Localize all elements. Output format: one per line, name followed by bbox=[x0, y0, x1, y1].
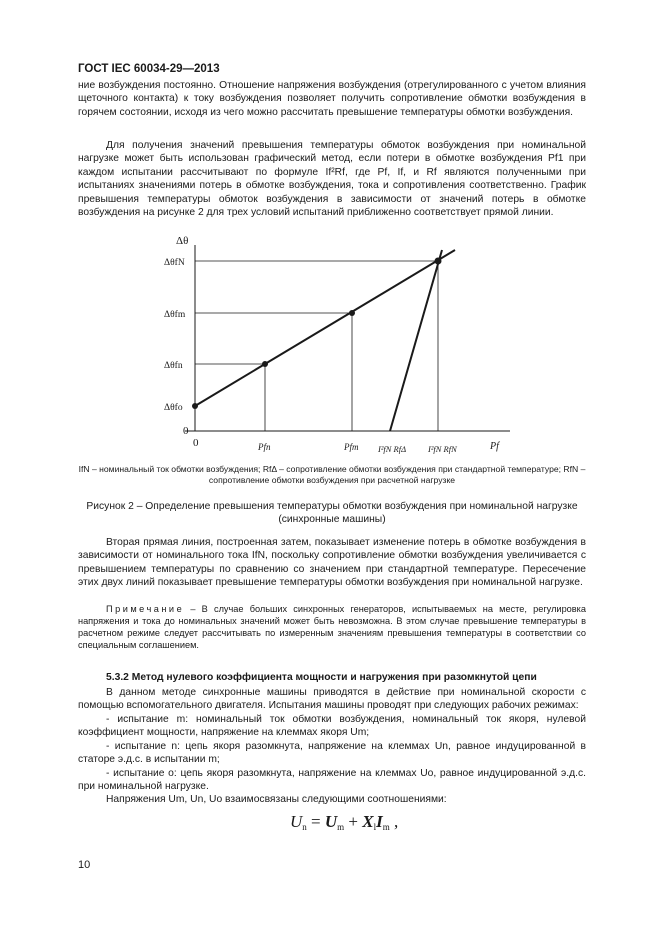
eq-lhs: U bbox=[290, 812, 303, 831]
loss-line bbox=[390, 250, 442, 431]
paragraph-3: Вторая прямая линия, построенная затем, показывает изменение потерь в обмотке возбуждения в зависимости от номинального тока IfN, поскольку сопротивление обмотки возбуждения увеличивается с превышением температуры по сравнению со значением при стандартной температуре. Пересечение этих двух линий показывает превышение температуры обмотки возбуждения при номинальной нагрузке. bbox=[78, 537, 586, 589]
paragraph-4: В данном методе синхронные машины приводятся в действие при номинальной скорости с помощью вспомогательного двигателя. Испытания машины проводят при следующих рабочих режимах: bbox=[78, 687, 586, 712]
origin-label: 0 bbox=[193, 437, 199, 449]
y-tick-fm: Δθfm bbox=[164, 310, 186, 320]
figure-2-chart bbox=[0, 228, 661, 463]
figure-legend: IfN – номинальный ток обмотки возбуждения; RfΔ – сопротивление обмотки возбуждения при стандартной температуре; RfN – сопротивление обмотки возбуждения при расчетной нагрузке bbox=[78, 464, 586, 485]
eq-end: , bbox=[389, 812, 399, 831]
page-number: 10 bbox=[78, 859, 91, 871]
y-axis-label: Δθ bbox=[176, 235, 189, 247]
eq-equals: = bbox=[306, 812, 325, 831]
x-tick-delta: I²fN RfΔ bbox=[378, 444, 407, 454]
point-fN bbox=[435, 258, 442, 265]
chart-guides bbox=[195, 261, 438, 431]
note-text: – В случае больших синхронных генераторов, испытываемых на месте, регулировка напряжения и тока до номинальных значений может быть невозможна. В этом случае превышение температуры в расчетном режиме следует рассчитывать по измеренным значениям превышения температуры в соответствии со специальным соглашением. bbox=[78, 604, 586, 650]
x-tick-fn: Pfn bbox=[258, 442, 271, 452]
y-tick-fo: Δθfo bbox=[164, 403, 183, 413]
eq-term1: U bbox=[324, 812, 338, 831]
y-zero-label: 0 bbox=[183, 425, 189, 437]
list-item-m: - испытание m: номинальный ток обмотки возбуждения, номинальный ток якоря, нулевой коэффициент мощности, напряжение на клеммах якоря Um; bbox=[78, 714, 586, 739]
point-fo bbox=[192, 403, 198, 409]
paragraph-5: Напряжения Um, Un, Uo взаимосвязаны следующими соотношениями: bbox=[106, 794, 447, 805]
point-fm bbox=[349, 310, 355, 316]
eq-lhs-sub: n bbox=[302, 822, 307, 832]
y-tick-fN: ΔθfN bbox=[164, 258, 185, 268]
note bbox=[78, 603, 586, 651]
section-title: 5.3.2 Метод нулевого коэффициента мощности и нагружения при разомкнутой цепи bbox=[106, 672, 537, 683]
point-fn bbox=[262, 361, 268, 367]
x-tick-nominal: I²fN RfN bbox=[428, 444, 457, 454]
chart-axes bbox=[185, 245, 510, 431]
note-label: Примечание bbox=[106, 604, 185, 614]
list-item-n: - испытание n: цепь якоря разомкнута, напряжение на клеммах Un, равное индуцированной в статоре э.д.с. в испытании m; bbox=[78, 741, 586, 766]
eq-term3-sub: m bbox=[382, 822, 390, 832]
eq-term3: I bbox=[376, 812, 383, 831]
eq-term2: X bbox=[362, 812, 374, 831]
paragraph-1: ние возбуждения постоянно. Отношение напряжения возбуждения (отрегулированного с учетом влияния щеточного контакта) к току возбуждения позволяет получить сопротивление обмотки возбуждения в горячем состоянии, исходя из чего можно рассчитать превышение температуры обмотки возбуждения. bbox=[78, 80, 586, 118]
temperature-rise-line bbox=[195, 250, 455, 406]
figure-title: Рисунок 2 – Определение превышения температуры обмотки возбуждения при номинальной нагрузке (синхронные машины) bbox=[86, 501, 578, 526]
paragraph-2: Для получения значений превышения температуры обмоток возбуждения при номинальной нагрузке может быть использован графический метод, если потери в обмотке возбуждения Pf1 при каждом испытании рассчитывают по формуле If²Rf, где Pf, If, и Rf являются полученными при испытаниях значениями потерь в обмотке возбуждения, тока и сопротивления соответственно. График превышения температуры обмоток возбуждения в зависимости от значений потерь в обмотке возбуждения на рисунке 2 для трех условий испытаний приближенно соответствует прямой линии. bbox=[78, 140, 586, 219]
eq-term2-sub: l bbox=[373, 822, 377, 832]
document-header: ГОСТ IEC 60034-29—2013 bbox=[78, 63, 220, 75]
list-item-o: - испытание o: цепь якоря разомкнута, напряжение на клеммах Uo, равное индуцированной э.д.с. при номинальной нагрузке. bbox=[78, 768, 586, 793]
eq-term1-sub: m bbox=[337, 822, 345, 832]
y-tick-fn: Δθfn bbox=[164, 361, 183, 371]
equation bbox=[290, 812, 398, 832]
x-axis-label: Pf bbox=[490, 441, 499, 452]
x-tick-fm: Pfm bbox=[344, 442, 359, 452]
eq-plus: + bbox=[344, 812, 363, 831]
